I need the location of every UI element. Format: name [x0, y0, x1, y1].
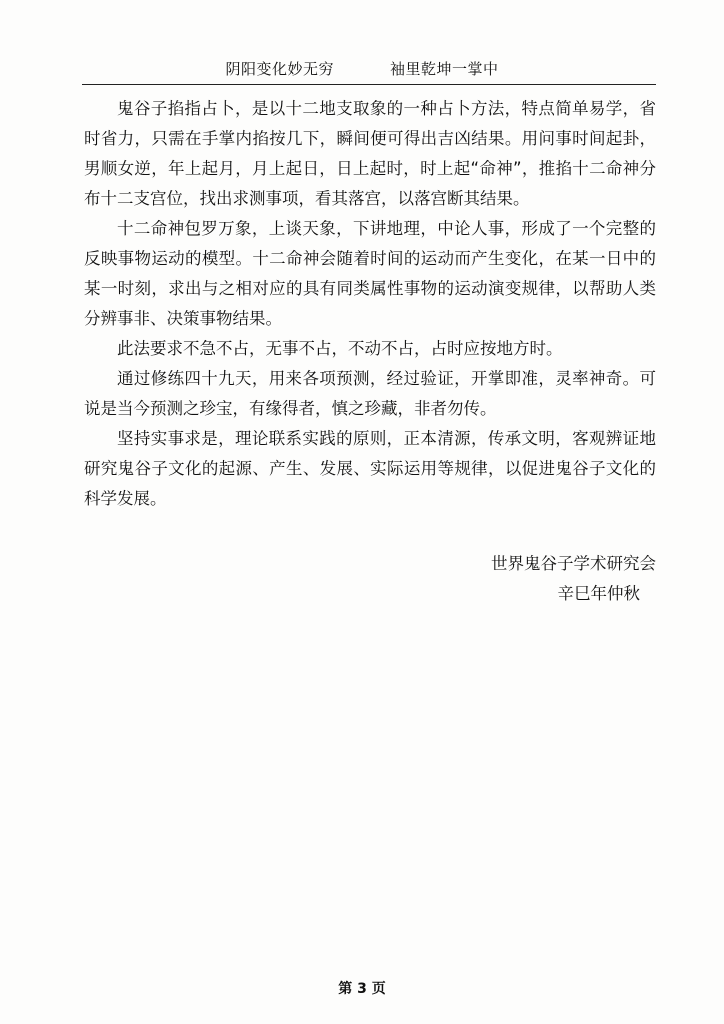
paragraph-4: 通过修练四十九天，用来各项预测，经过验证，开掌即准，灵率神奇。可说是当今预测之珍宝，有缘得者，慎之珍藏，非者勿传。	[84, 369, 656, 418]
page-number: 第 3 页	[338, 981, 386, 997]
paragraph-2: 十二命神包罗万象，上谈天象，下讲地理，中论人事，形成了一个完整的反映事物运动的模型。十二命神会随着时间的运动而产生变化，在某一日中的某一时刻，求出与之相对应的具有同类属性事物的运动演变规律，以帮助人类分辨事非、决策事物结果。	[84, 219, 656, 328]
signature-date: 辛巳年仲秋	[557, 584, 640, 603]
running-header	[0, 58, 724, 79]
header-right-text: 袖里乾坤一掌中	[390, 60, 499, 78]
paragraph-1: 鬼谷子掐指占卜，是以十二地支取象的一种占卜方法，特点简单易学，省时省力，只需在手掌内掐按几下，瞬间便可得出吉凶结果。用问事时间起卦，男顺女逆，年上起月，月上起日，日上起时，时上起“命神”，推掐十二命神分布十二支宫位，找出求测事项，看其落宫，以落宫断其结果。	[84, 99, 656, 208]
body-text	[84, 94, 656, 514]
paragraph-5: 坚持实事求是，理论联系实践的原则，正本清源，传承文明，客观辨证地研究鬼谷子文化的起源、产生、发展、实际运用等规律，以促进鬼谷子文化的科学发展。	[84, 429, 656, 508]
signature-organization: 世界鬼谷子学术研究会	[491, 554, 656, 573]
header-rule	[82, 84, 656, 85]
header-left-text: 阴阳变化妙无穷	[225, 60, 334, 78]
paragraph-3: 此法要求不急不占，无事不占，不动不占，占时应按地方时。	[117, 339, 563, 358]
